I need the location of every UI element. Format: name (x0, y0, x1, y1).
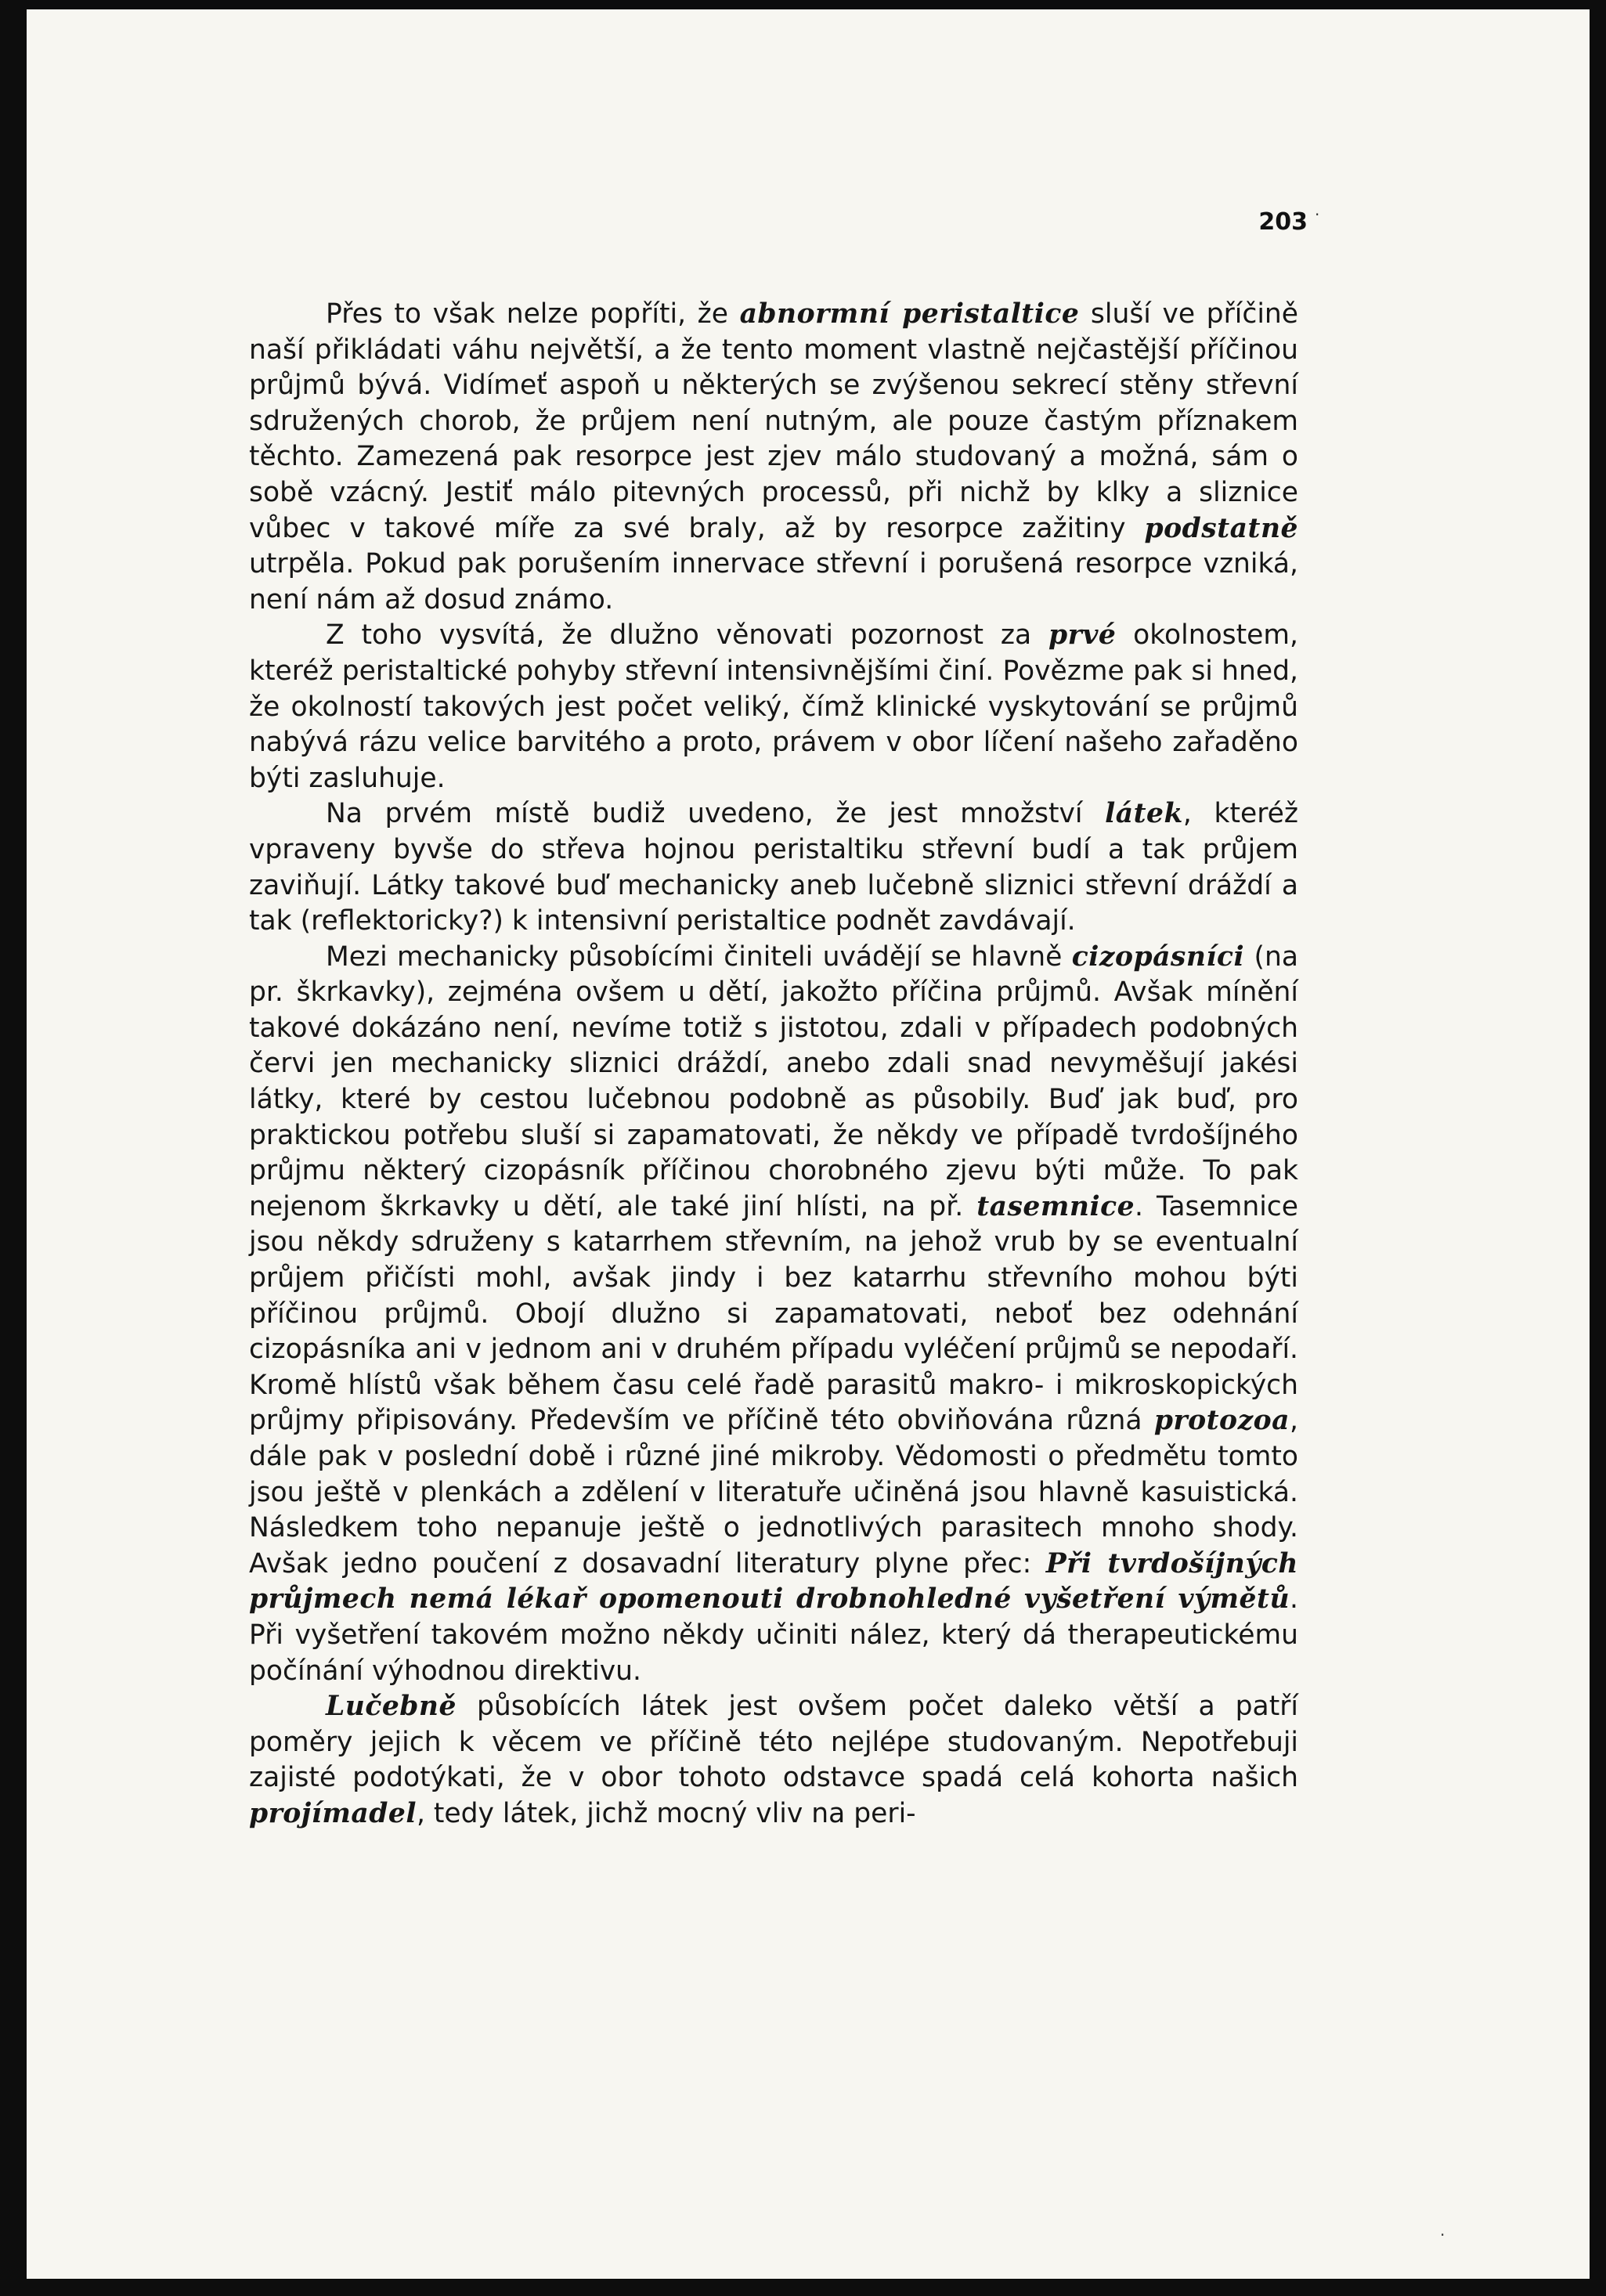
text-run: . Tasemnice jsou někdy sdruženy s katarrhem střevním, na jehož vrub by se eventualní průjem přičísti mohl, avšak jindy i bez katarrhu střevního mohou býti příčinou průjmů. Obojí dlužno si zapamatovati, neboť bez odehnání cizopásníka ani v jednom ani v druhém případu vyléčení průjmů se nepodaří. Kromě hlístů však během času celé řadě parasitů makro- i mikroskopických průjmy připisovány. Především ve příčině této obviňována různá (249, 1190, 1298, 1437)
text-run: Na prvém místě budiž uvedeno, že jest množství (326, 798, 1106, 830)
text-run: . Při vyšetření takovém možno někdy učiniti nález, který dá therapeutickému počínání výhodnou direktivu. (249, 1583, 1298, 1687)
text-run: Z toho vysvítá, že dlužno věnovati pozornost za (326, 619, 1049, 652)
text-run: , kteréž vpraveny byvše do střeva hojnou peristaltiku střevní budí a tak průjem zaviňují. Látky takové buď mechanicky aneb lučebně sliznici střevní dráždí a tak (reflektoricky?) k intensivní peristaltice podnět zavdávají. (249, 798, 1298, 937)
emphasized-text: Lučebně (326, 1691, 457, 1723)
text-run: okolnostem, kteréž peristaltické pohyby střevní intensivnějšími činí. Povězme pak si hned, že okolností takových jest počet veliký, čímž klinické vyskytování se průjmů nabývá rázu velice barvitého a proto, právem v obor líčení našeho zařaděno býti zasluhuje. (249, 619, 1298, 794)
text-run: , dále pak v poslední době i různé jiné mikroby. Vědomosti o předmětu tomto jsou ještě v plenkách a zdělení v literatuře učiněná jsou hlavně kasuistická. Následkem toho nepanuje ještě o jednotlivých parasitech mnoho shody. Avšak jedno poučení z dosavadní literatury plyne přec: (249, 1405, 1298, 1579)
book-page (27, 9, 1590, 2279)
text-run: Přes to však nelze popříti, že (326, 298, 740, 330)
emphasized-text: prvé (1048, 619, 1117, 652)
emphasized-text: projímadel (249, 1797, 417, 1829)
text-run: Mezi mechanicky působícími činiteli uvádějí se hlavně (326, 940, 1072, 973)
text-run: působících látek jest ovšem počet daleko větší a patří poměry jejich k věcem ve příčině této nejlépe studovaným. Nepotřebuji zajisté podotýkati, že v obor tohoto odstavce spadá celá kohorta našich (249, 1691, 1298, 1794)
paragraph (249, 796, 1298, 939)
emphasized-text: abnormní peristaltice (739, 298, 1080, 330)
paragraph (249, 940, 1298, 1689)
emphasized-text: cizopásníci (1071, 940, 1245, 973)
paragraph (249, 1689, 1298, 1832)
emphasized-text: látek (1105, 798, 1183, 830)
text-run: utrpěla. Pokud pak porušením innervace střevní i porušená resorpce vzniká, není nám až dosud známo. (249, 548, 1298, 616)
text-run: , tedy látek, jichž mocný vliv na peri- (416, 1797, 916, 1829)
body-text (249, 297, 1298, 1832)
emphasized-text: protozoa (1153, 1405, 1290, 1437)
scan-speck: · (1315, 205, 1320, 224)
emphasized-text: podstatně (1144, 512, 1298, 544)
text-run: sluší ve příčině naší přikládati váhu největší, a že tento moment vlastně nejčastější příčinou průjmů bývá. Vidímeť aspoň u některých se zvýšenou sekrecí stěny střevní sdružených chorob, že průjem není nutným, ale pouze častým příznakem těchto. Zamezená pak resorpce jest zjev málo studovaný a možná, sám o sobě vzácný. Jestiť málo pitevných processů, při nichž by klky a sliznice vůbec v takové míře za své braly, až by resorpce zažitiny (249, 298, 1298, 544)
page-number: 203 (1258, 208, 1308, 236)
paragraph (249, 297, 1298, 618)
emphasized-text: Při tvrdošíjných průjmech nemá lékař opomenouti drobnohledné vyšetření výmětů (249, 1547, 1298, 1616)
text-run: (na pr. škrkavky), zejména ovšem u dětí, jakožto příčina průjmů. Avšak mínění takové dokázáno není, nevíme totiž s jistotou, zdali v případech podobných červi jen mechanicky sliznici dráždí, anebo zdali snad nevyměšují jakési látky, které by cestou lučebnou podobně as působily. Buď jak buď, pro praktickou potřebu sluší si zapamatovati, že někdy ve případě tvrdošíjného průjmu některý cizopásník příčinou chorobného zjevu býti může. To pak nejenom škrkavky u dětí, ale také jiní hlísti, na př. (249, 940, 1298, 1222)
paragraph (249, 618, 1298, 796)
scan-speck: · (1440, 2226, 1445, 2244)
emphasized-text: tasemnice (976, 1190, 1135, 1222)
